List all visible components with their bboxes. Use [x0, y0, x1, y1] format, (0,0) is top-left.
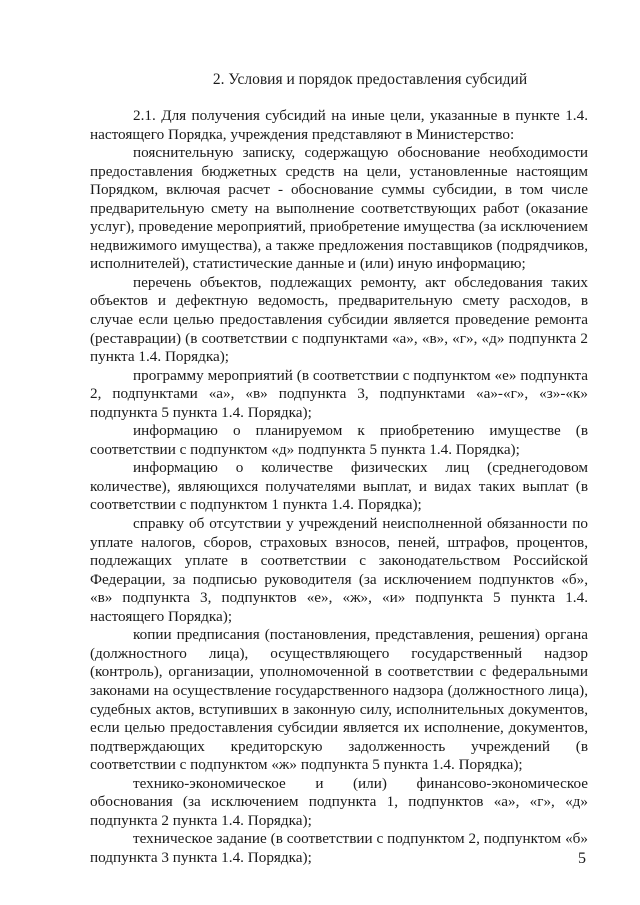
paragraph-individuals-info: информацию о количестве физических лиц (среднегодовом количестве), являющихся получателями выплат, и видах таких выплат (в соответствии с подпунктом 1 пункта 1.4. Порядка);	[90, 459, 588, 514]
paragraph-explanatory-note: пояснительную записку, содержащую обоснование необходимости предоставления бюджетных средств на цели, установленные настоящим Порядком, включая расчет - обоснование суммы субсидии, в том числе предварительную смету на выполнение соответствующих работ (оказание услуг), проведение мероприятий, приобретение имущества (за исключением недвижимого имущества), а также предложения поставщиков (подрядчиков, исполнителей), статистические данные и (или) иную информацию;	[90, 144, 588, 273]
paragraph-property-info: информацию о планируемом к приобретению имуществе (в соответствии с подпунктом «д» подпункта 5 пункта 1.4. Порядка);	[90, 422, 588, 458]
paragraph-event-program: программу мероприятий (в соответствии с подпунктом «е» подпункта 2, подпунктами «а», «в» подпункта 3, подпунктами «а»-«г», «з»-«к» подпункта 5 пункта 1.4. Порядка);	[90, 366, 588, 421]
paragraph-technical-task: техническое задание (в соответствии с подпунктом 2, подпунктом «б» подпункта 3 пункта 1.4. Порядка);	[90, 830, 588, 866]
paragraph-feasibility: технико-экономическое и (или) финансово-экономическое обоснования (за исключением подпункта 1, подпунктов «а», «г», «д» подпункта 2 пункта 1.4. Порядка);	[90, 774, 588, 829]
paragraph-tax-certificate: справку об отсутствии у учреждений неисполненной обязанности по уплате налогов, сборов, страховых взносов, пеней, штрафов, процентов, подлежащих уплате в соответствии с законодательством Российской Федерации, за подписью руководителя (за исключением подпунктов «б», «в» подпункта 3, подпунктов «е», «ж», «и» подпункта 5 пункта 1.4. настоящего Порядка);	[90, 515, 588, 625]
paragraph-repair-objects: перечень объектов, подлежащих ремонту, акт обследования таких объектов и дефектную ведомость, предварительную смету расходов, в случае если целью предоставления субсидии является проведение ремонта (реставрации) (в соответствии с подпунктами «а», «в», «г», «д» подпункта 2 пункта 1.4. Порядка);	[90, 273, 588, 366]
paragraph-order-copies: копии предписания (постановления, представления, решения) органа (должностного лица), осуществляющего государственный надзор (контроль), организации, уполномоченной в соответствии с федеральными законами на осуществление государственного надзора (должностного лица), судебных актов, вступивших в законную силу, исполнительных документов, если целью предоставления субсидии является их исполнение, документов, подтверждающих кредиторскую задолженность учреждений (в соответствии с подпунктом «ж» подпункта 5 пункта 1.4. Порядка);	[90, 626, 588, 774]
document-body	[90, 107, 588, 867]
page-number: 5	[578, 850, 586, 867]
section-title: 2. Условия и порядок предоставления субсидий	[212, 71, 528, 88]
paragraph-intro: 2.1. Для получения субсидий на иные цели, указанные в пункте 1.4. настоящего Порядка, учреждения представляют в Министерство:	[90, 107, 588, 143]
